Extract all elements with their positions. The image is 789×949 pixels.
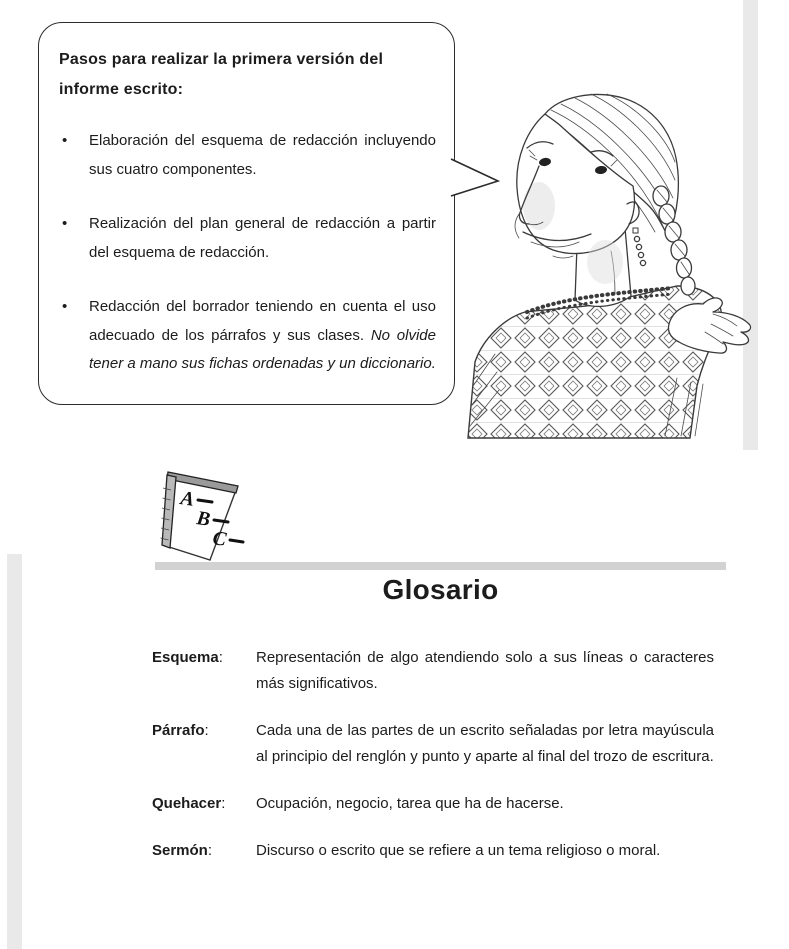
svg-text:C: C bbox=[211, 527, 228, 551]
step-text: Elaboración del esquema de redacción incluyendo sus cuatro componentes. bbox=[89, 132, 436, 178]
bullet-icon: • bbox=[62, 298, 68, 315]
bullet-icon: • bbox=[62, 215, 68, 232]
glossary-term bbox=[152, 645, 256, 697]
glossary-entry bbox=[152, 645, 714, 697]
list-item bbox=[59, 127, 436, 184]
step-text-italic: No olvide tener a mano sus fichas ordenadas y un diccionario. bbox=[89, 326, 436, 372]
glossary-list bbox=[152, 645, 714, 885]
svg-text:B: B bbox=[195, 507, 212, 531]
glossary-definition: Ocupación, negocio, tarea que ha de hacerse. bbox=[256, 795, 564, 812]
glossary-term bbox=[152, 718, 256, 770]
term-word: Párrafo bbox=[152, 722, 205, 739]
term-word: Quehacer bbox=[152, 795, 222, 812]
glossary-definition: Representación de algo atendiendo solo a sus líneas o caracteres más significativos. bbox=[256, 649, 714, 692]
term-colon: : bbox=[221, 795, 226, 812]
glossary-term bbox=[152, 838, 256, 864]
left-margin-strip bbox=[7, 554, 22, 949]
term-colon: : bbox=[204, 722, 209, 739]
svg-text:A: A bbox=[179, 487, 196, 511]
term-word: Esquema bbox=[152, 649, 219, 666]
glossary-entry bbox=[152, 838, 714, 864]
glossary-term bbox=[152, 791, 256, 817]
term-colon: : bbox=[218, 649, 223, 666]
list-item bbox=[59, 293, 436, 379]
steps-list bbox=[59, 127, 436, 379]
glossary-title: Glosario bbox=[382, 574, 499, 605]
term-word: Sermón bbox=[152, 842, 208, 859]
speech-bubble bbox=[38, 22, 455, 405]
speech-bubble-title: Pasos para realizar la primera versión del informe escrito: bbox=[59, 51, 384, 98]
bullet-icon: • bbox=[62, 132, 68, 149]
step-text: Redacción del borrador teniendo en cuenta el uso adecuado de los párrafos y sus clases. bbox=[89, 298, 436, 344]
list-item bbox=[59, 210, 436, 267]
glossary-definition: Cada una de las partes de un escrito señaladas por letra mayúscula al principio del renglón y punto y aparte al final del trozo de escritura. bbox=[256, 722, 714, 765]
glossary-definition: Discurso o escrito que se refiere a un tema religioso o moral. bbox=[256, 842, 661, 859]
abc-notepad-icon bbox=[150, 462, 248, 564]
section-divider-bar bbox=[155, 562, 726, 570]
step-text: Realización del plan general de redacción a partir del esquema de redacción. bbox=[89, 215, 436, 261]
woman-speaking-illustration-icon bbox=[465, 86, 755, 441]
term-colon: : bbox=[207, 842, 213, 859]
glossary-entry bbox=[152, 718, 714, 770]
glossary-entry bbox=[152, 791, 714, 817]
